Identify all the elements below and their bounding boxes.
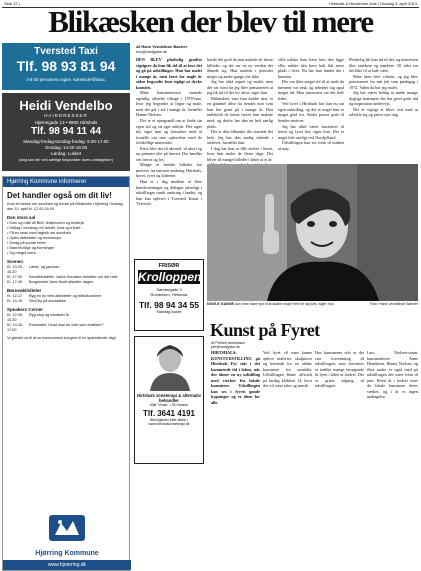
ad-title: Hirtshals zoneterapi & alternativ behandler — [137, 393, 201, 403]
article-paragraph: Pludselig fik hun tid til det, og interessen blev stærkere og stærkere. Til sidst var det ikke til at lade være. — [349, 57, 418, 74]
article-byline: Af Hans Vendelboe Bøcher — [136, 44, 188, 49]
ad-note: Åbningstider efter aftale • www.hirtshalszoneterapi.dk — [148, 418, 190, 427]
kunst-headline: Kunst på Fyret — [210, 320, 320, 340]
artist-photo-icon — [207, 164, 418, 301]
program-desc: Læse- og jazzmer — [29, 265, 60, 269]
hk-program — [3, 294, 129, 304]
article-paragraph: Det er et spørgsmål om at finde sin egen stil og sit eget udtryk. Det tager tid, siger hun og fortsætter med at fortælle om sine oplevelser med de forskellige materialer. — [136, 118, 202, 146]
ad-phone: Tlf. 3641 4191 — [142, 409, 196, 419]
list-item: • Få en snak med fagfolk om sundhed — [7, 231, 125, 236]
person-portrait-icon — [147, 341, 193, 391]
hk-logo-text: Hjørring Kommune — [35, 550, 99, 557]
article-paragraph: Jeg har altid været fascineret af havet og lyset her, siger hun. Det er noget helt særligt ved Nordjylland. — [278, 123, 344, 140]
caption-lead: NOGLE GANGE — [207, 302, 234, 306]
kunst-column: Lars Nielsen-staun, kunstmaleren Anne Henriksen, Henny Nielsen, og flere andre er også med på udstillingen der varer frem til juni. Hvert år i foråret viser de lokale kunstnere deres værker, og i år er ingen undtagelse. — [367, 350, 418, 400]
program-desc: Rusmidler: Hvad skal du vide som forældre? — [29, 323, 104, 327]
article-paragraph: havde det godt da hun malede de første billeder, og det var en ny verden der åbnede sig. Hun malede i perioder meget og andre gange slet ikke. — [207, 57, 273, 79]
article-paragraph: Ved fyret i Hirtshals har hun nu sin egen udstilling, og det er noget hun er meget glad for. Stedet passer godt til hendes motiver. — [278, 101, 344, 124]
ad-hours-line: Mandag-fredag-torsdag-fredag: 9.00-17.00 — [23, 139, 109, 144]
ad-phone: Tlf. 98 94 11 44 — [30, 126, 102, 137]
program-time: Kl. 14-16 — [7, 299, 23, 303]
hk-subheading: Den store sal — [7, 215, 36, 220]
article-paragraph: Først blev det til akvarel, så akryl og nu primært olie på lærred. Det handler om farver og lys. — [136, 145, 202, 162]
article-paragraph — [136, 57, 202, 90]
ad-brand: FRISØR — [158, 263, 180, 269]
program-row — [7, 265, 125, 275]
list-item: • Kom og målt dit BMI, fedtprocent og blodtryk — [7, 221, 125, 226]
article-paragraph: Jeg har været heldig at møde mange dygtige kunstnere der har givet gode råd og inspiration undervejs. — [349, 90, 418, 107]
ad-hours — [2, 139, 130, 157]
article-column — [136, 57, 202, 257]
program-time: Kl. 12.00-14.30 — [7, 313, 24, 322]
program-desc: Byg en by med aktiviteter og billedkunstner — [29, 294, 102, 298]
article-paragraph: Det er den blikæske der startede det hele. Jeg har den stadig stående i atelieret, fortæller hun. — [207, 129, 273, 146]
hk-subheading: Speakers Corner — [7, 307, 44, 312]
program-time: Kl. 17.45 — [7, 280, 22, 284]
article-paragraph: Mine kunstinteresse startede egentlig allerede tilbage i 1970'erne, hvor jeg begyndte at tegne og male, men det gik i stå i mange år, fortæller Hanne Nielsen. — [136, 90, 202, 118]
program-time: Kl. 13.20-16.30 — [7, 265, 24, 274]
hk-intro: Kom til messe om sundhed og trivsel på Bildsholm i Hjørring Onsdag den 10. april kl. 12.00-19.00 — [7, 202, 123, 211]
hk-logo — [3, 513, 131, 557]
article-paragraph: Det er vigtigt at blive ved med at udvikle sig og prøve nye ting. — [349, 106, 418, 118]
list-item: • Smag på sunde retter — [7, 241, 125, 246]
hk-outro: Vi glæder os til at se kommunens borgere til en spændende dag! — [7, 336, 116, 340]
ad-address-line: Søndergade 3 — [156, 287, 182, 292]
program-time: Kl. 17.00 — [7, 275, 22, 279]
program-row — [7, 313, 125, 323]
ad-address-line: Rundelsen, Hirtshals — [150, 292, 188, 297]
article-paragraph: ville måske bare have lært den ligge eller måske den have haft lidt mere plads i livet. Nu har hun fundet det i kunsten. — [278, 57, 344, 79]
program-row — [7, 323, 125, 333]
photo-credit: Foto: Hans Vendelboe Bøcher — [369, 302, 418, 306]
ad-tag: HAIRDRESSER — [44, 113, 88, 118]
kunst-byline — [211, 341, 245, 350]
ad-title: Heidi Vendelbo — [19, 98, 113, 113]
program-time: Kl. 12-17 — [7, 294, 23, 298]
ad-address: Hjørnegade 13 • 9800 Hirtshals — [34, 120, 98, 125]
ad-hours-line: Lørdag: Lukket — [50, 151, 82, 156]
ad-title: Tversted Taxi — [34, 46, 98, 57]
hk-program — [3, 265, 129, 285]
ad-phone: Tlf. 98 93 81 94 — [16, 58, 116, 74]
ad-krolloppen — [134, 259, 204, 331]
kunst-column — [211, 350, 260, 470]
photo-caption — [207, 302, 418, 306]
hk-activity-list — [3, 221, 129, 256]
article-paragraph: Blikæsken, som hun kalder den, er en gammel dåse fra hendes mor som hun har gemt på i mange år. Den indeholdt de første farver hun malede med, og derfor har den en helt særlig plads. — [207, 95, 273, 129]
article-column — [278, 57, 344, 161]
hk-band: Hjørring Kommune informerer — [3, 177, 129, 187]
ad-person: Mail "Vivian" • 95 Hansen — [149, 403, 189, 407]
article-paragraph: Mange af hendes billeder har motiver fra naturen omkring Hirtshals, havet, fyret og klitterne. — [136, 162, 202, 179]
hk-subheading: Børneaktiviteter — [7, 288, 42, 293]
list-item: • Deltag i foredrag om livsstil, kost og trivsel — [7, 226, 125, 231]
ad-hours-line: Onsdag: 14.00-18.00 — [44, 145, 88, 150]
hk-subheading: Scenen — [7, 259, 24, 264]
article-column — [349, 57, 418, 161]
left-ad-column — [2, 43, 130, 571]
kunst-column: Ved fyret vil man kunne opleve malerier, skulpturer og keramik fra en række kunstnere fra området. Udstillingen åbner officielt på lørdag klokken 14, hvor der vil være taler og musik. — [263, 350, 312, 389]
ad-note: 4-8-30 personers vogne. Kørestole-lifttaxa. — [26, 77, 106, 82]
program-desc: Ryg stop og tobaksfri liv — [29, 313, 70, 317]
list-item: • Mød frivillige og foreninger — [7, 246, 125, 251]
ad-note: Mandag lukket — [156, 310, 182, 314]
page-number: Side 12 | — [4, 1, 20, 6]
ad-address — [135, 287, 203, 297]
ad-phone: Tlf. 98 94 34 55 — [138, 300, 199, 310]
article-email[interactable]: hvs@nordjyske.dk — [136, 50, 168, 54]
article-paragraph: Mine børn blev voksne, og jeg blev pensioneret fra mit job som pædagog i 1972. Siden da har jeg malet. — [349, 73, 418, 90]
program-desc: Borgmester Arne Boelt afslutter dagen — [29, 280, 94, 284]
hjoerring-kommune-box — [2, 176, 130, 571]
list-item: • Oplev aktiviteter og workshops — [7, 236, 125, 241]
kommune-crest-icon — [47, 513, 87, 543]
kunst-paragraph: HIRTSHALS: KUNSTUDSTILLING på Hirtshals Fyr står i det kommende tid i fokus, når der åbner en ny udstilling med værker fra lokale kunstnere. Udstillingen kan ses i fyrets gamle bygninger og er åben for alle. — [211, 350, 260, 405]
program-desc: Kendisfortæller Jakob Knudsen fortæller om det hele — [29, 275, 118, 279]
kunst-column: Hos kunstnerne selv er der stor forventning til udstillingen, som forventes at trække mange besøgende til fyret i løbet af foråret. Der er gratis adgang til udstillingen. — [315, 350, 364, 389]
article-paragraph: Hun er i dag medlem af flere kunstforeninger og deltager jævnligt i udstillinger rundt omkring i landet, og hun kan opleves i Tversted Kunst i Tversted. — [136, 179, 202, 207]
hk-program — [3, 313, 129, 333]
ad-tversted-taxi — [2, 43, 130, 90]
kunst-author: Af Preben Andreasen — [211, 341, 246, 345]
article-paragraph: I dag har hun et lille atelier i huset, hvor hun maler de fleste dage. Det bliver til mange billeder i løbet af et år. — [207, 145, 273, 162]
article-lead: DEN BLEV pludselig gradvis vigtigere da hun fik tid til at lave det og gå på udstillinger. Hun har malet i mange år, men først for nogle år siden begyndte hun rigtigt at dyrke kunsten. — [136, 57, 202, 90]
hk-footer-link[interactable]: www.hjoerring.dk — [3, 560, 131, 570]
article-paragraph: Der var ikke meget tid til at male da børnene var små, og arbejdet tog også meget tid. Men interessen var der hele tiden. — [278, 79, 344, 101]
article-paragraph: Jeg har altid tegnet og malet, men det var først da jeg blev pensioneret at jeg fik tid til det for alvor, siger hun. — [207, 79, 273, 96]
publication-date: Hirtshals & Hindsholm Avis | Onsdag 3. april 2013 — [328, 1, 417, 6]
program-time: Kl. 14.30-17.00 — [7, 323, 24, 332]
kunst-email[interactable]: prh@nordjyske.dk — [211, 345, 241, 350]
caption-text: kan man have lyst til at skabe noget helt for sig selv, siger hun. — [234, 302, 335, 306]
page-headline: Blikæsken der blev til mere — [48, 4, 373, 39]
list-item: • Og meget mere... — [7, 251, 125, 256]
hk-title: Det handler også om dit liv! — [7, 191, 112, 200]
article-photo — [207, 164, 418, 301]
article-paragraph: Udstillingen kan ses frem til midten af maj. — [278, 140, 344, 151]
ad-zoneterapi — [134, 336, 204, 464]
ad-heidi-vendelbo — [2, 93, 130, 171]
ad-note: (dog kan der ved særlige tidspunkter laves undtagelser) — [19, 158, 113, 162]
ad-title: Krolloppen — [138, 270, 202, 284]
program-desc: SimCity på storskærm — [29, 299, 67, 303]
